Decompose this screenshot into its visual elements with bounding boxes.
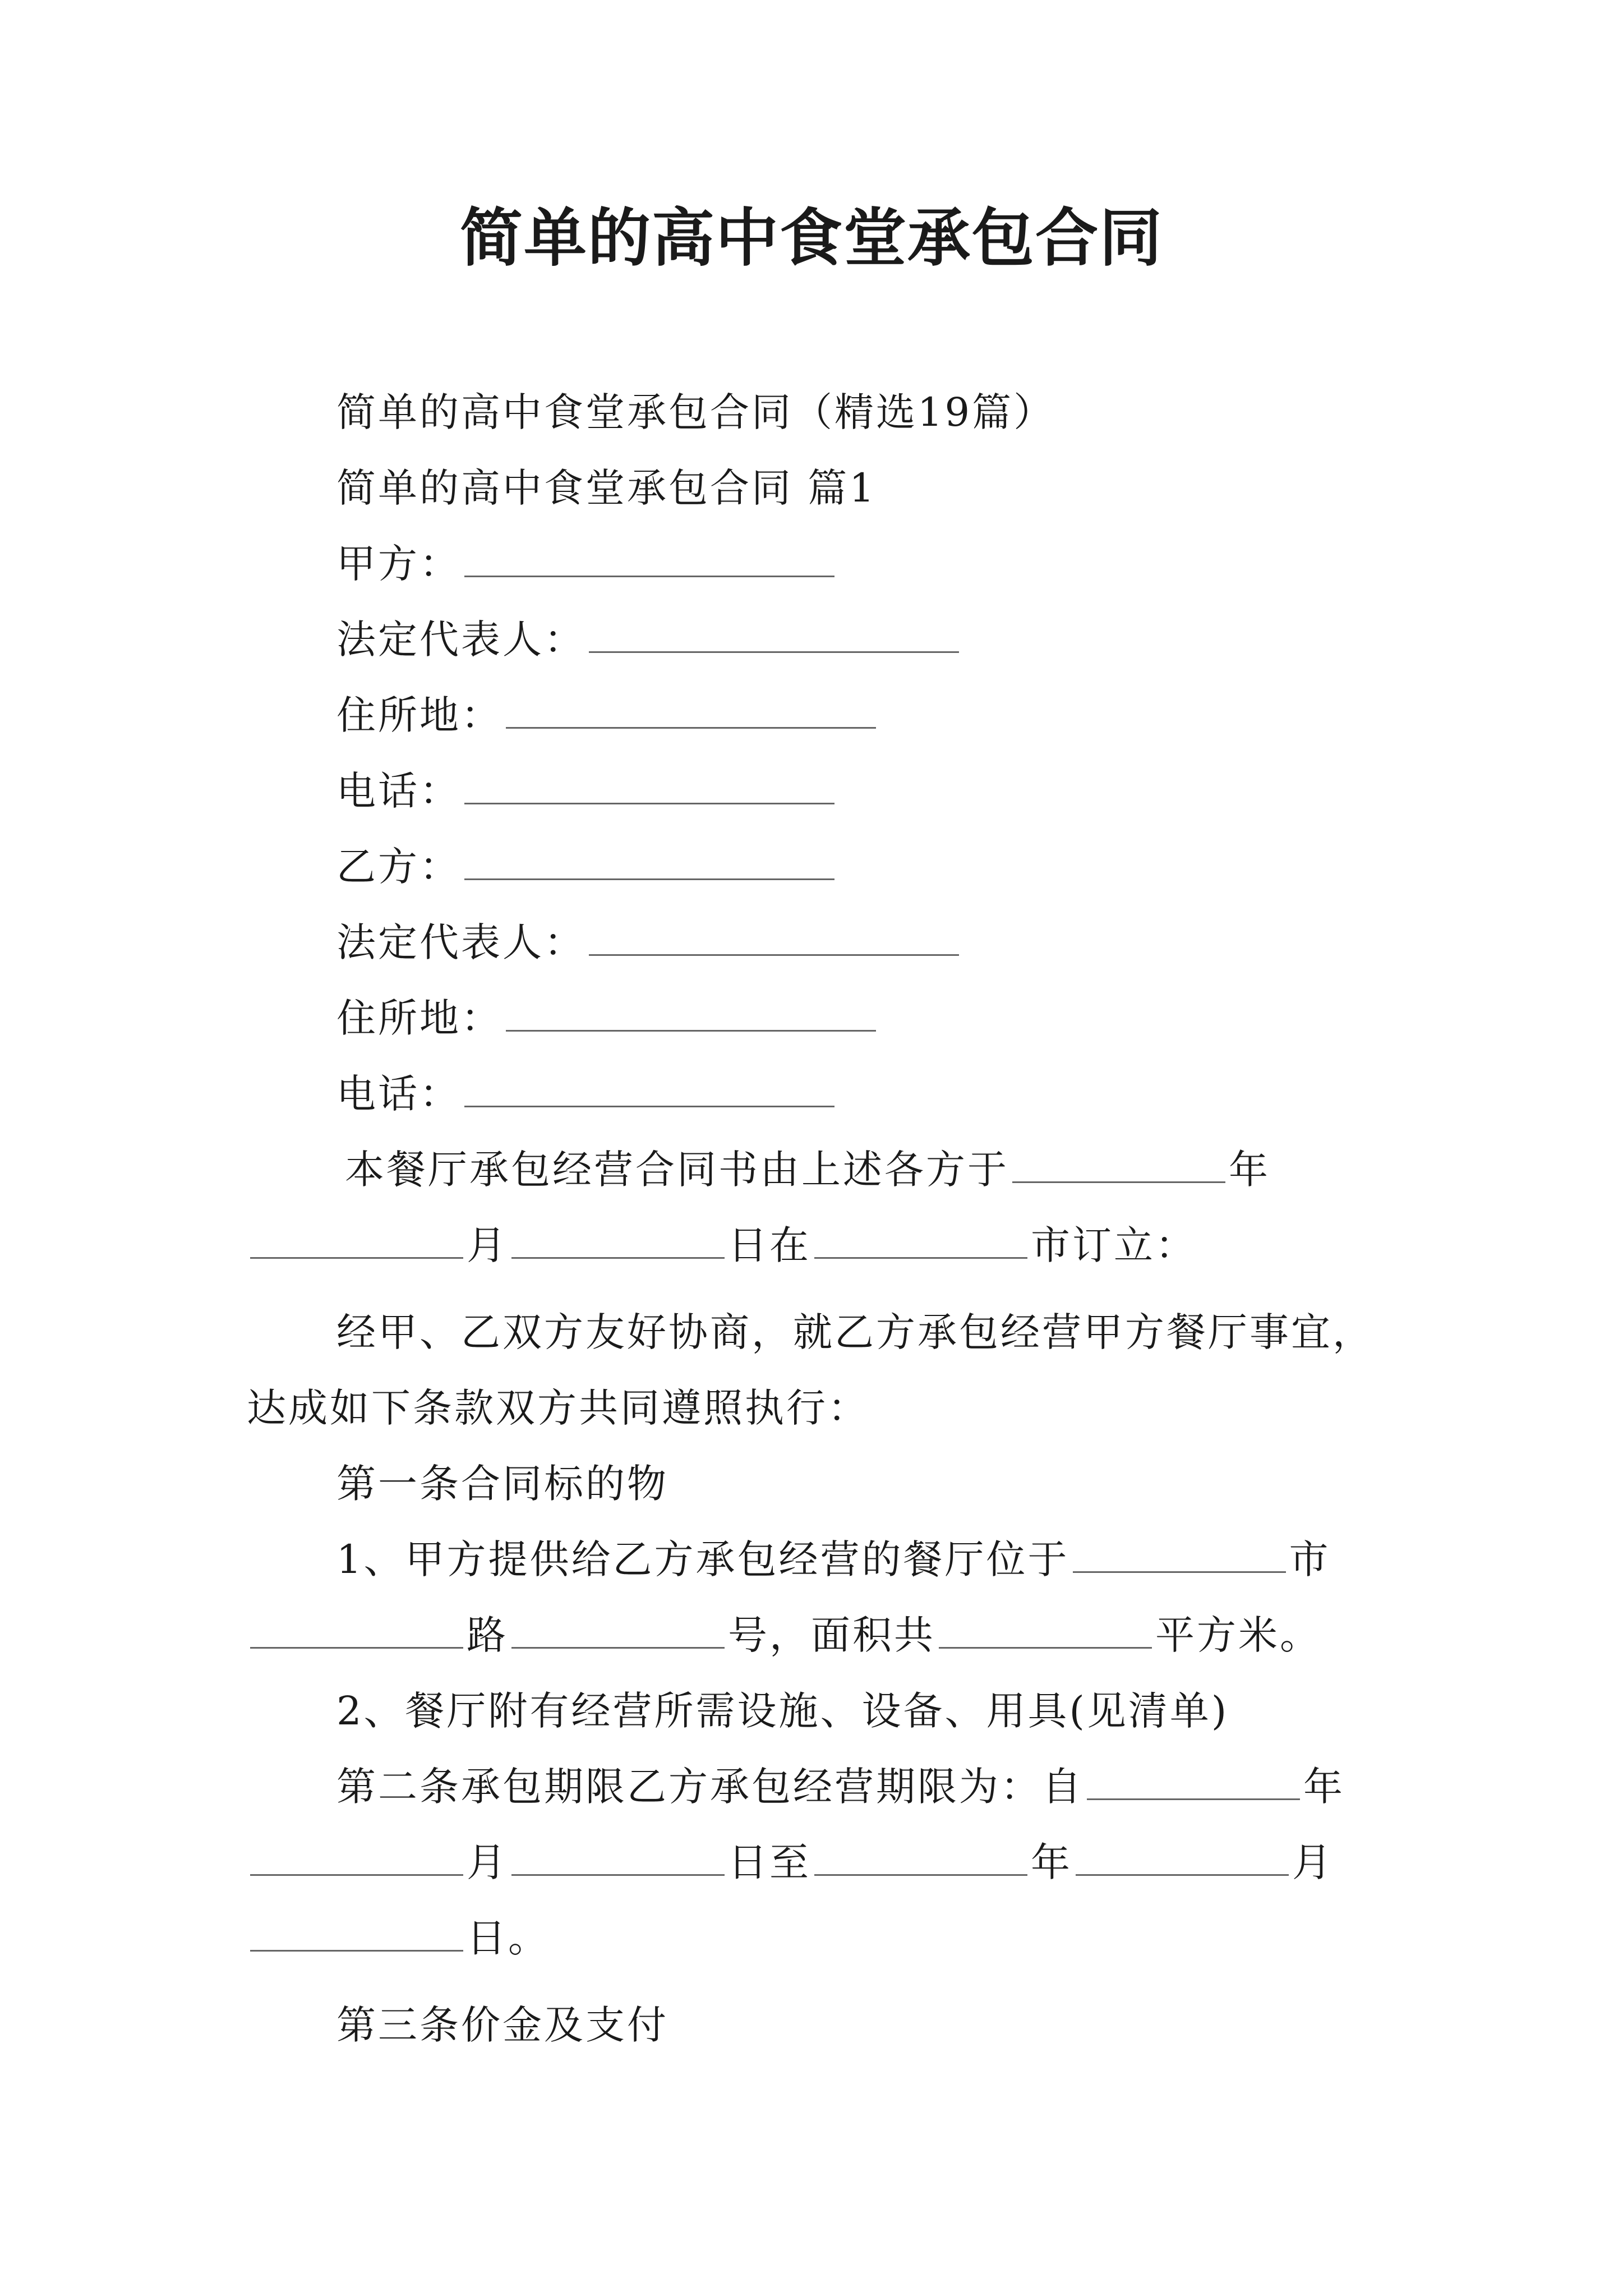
article2-line-3	[247, 1913, 550, 1963]
article1-heading: 第一条合同标的物	[336, 1461, 668, 1507]
article1-sqm-label: 平方米。	[1155, 1612, 1321, 1658]
party-b-row	[336, 841, 838, 892]
article1-item2: 2、餐厅附有经营所需设施、设备、用具(见清单)	[336, 1688, 1229, 1734]
party-b-address-blank	[506, 993, 876, 1032]
section-heading: 简单的高中食堂承包合同 篇1	[336, 465, 877, 511]
signing-month-blank	[511, 1220, 725, 1259]
article2-start-day-blank	[511, 1837, 725, 1876]
article2-month-label: 月	[467, 1839, 508, 1885]
article1-number-blank	[511, 1610, 725, 1649]
party-a-rep-label: 法定代表人：	[336, 616, 585, 662]
signing-line-1	[345, 1144, 1270, 1195]
party-a-rep-row	[336, 614, 962, 665]
preamble-line-1: 经甲、乙双方友好协商，就乙方承包经营甲方餐厅事宜，	[336, 1309, 1374, 1355]
party-b-label: 乙方：	[336, 844, 461, 890]
article2-end-month-blank	[1076, 1837, 1289, 1876]
article2-line-2	[247, 1837, 1334, 1888]
party-b-address-row	[336, 993, 879, 1043]
preamble-line-2: 达成如下条款双方共同遵照执行：	[247, 1385, 869, 1431]
article1-area-label: 号，面积共	[728, 1612, 935, 1658]
article2-day-end-label: 日。	[467, 1915, 550, 1961]
party-a-label: 甲方：	[336, 541, 461, 587]
article2-year-label: 年	[1303, 1764, 1345, 1810]
article1-item1-line-1	[336, 1534, 1331, 1585]
subtitle: 简单的高中食堂承包合同（精选19篇）	[336, 389, 1055, 435]
signing-city-blank	[814, 1220, 1027, 1259]
party-a-phone-label: 电话：	[336, 768, 461, 814]
party-a-address-row	[336, 690, 879, 740]
article1-item1-line-2	[247, 1610, 1321, 1660]
party-a-phone-blank	[464, 766, 834, 804]
party-a-phone-row	[336, 766, 838, 816]
article2-start-month-blank	[250, 1837, 463, 1876]
article1-road-label: 路	[467, 1612, 508, 1658]
article2-end-day-blank	[250, 1913, 463, 1952]
party-a-row	[336, 539, 838, 589]
article1-city-label: 市	[1289, 1536, 1331, 1582]
party-a-rep-blank	[589, 614, 959, 653]
article1-area-blank	[939, 1610, 1152, 1649]
party-b-address-label: 住所地：	[336, 995, 502, 1041]
party-a-address-label: 住所地：	[336, 692, 502, 738]
signing-year-blank	[1012, 1144, 1225, 1183]
party-b-blank	[464, 841, 834, 880]
article3-heading: 第三条价金及支付	[336, 2002, 668, 2048]
article2-year2-label: 年	[1031, 1839, 1072, 1885]
article2-month2-label: 月	[1292, 1839, 1334, 1885]
article2-start-year-blank	[1087, 1761, 1300, 1800]
party-b-rep-row	[336, 917, 962, 968]
signing-city-label: 市订立：	[1031, 1222, 1197, 1268]
party-b-phone-blank	[464, 1069, 834, 1107]
document-title: 简单的高中食堂承包合同	[460, 202, 1163, 275]
article2-end-year-blank	[814, 1837, 1027, 1876]
signing-day-label: 日在	[728, 1222, 811, 1268]
signing-month-label: 月	[467, 1222, 508, 1268]
signing-text: 本餐厅承包经营合同书由上述各方于	[345, 1147, 1009, 1193]
party-a-address-blank	[506, 690, 876, 729]
article2-line-1	[336, 1761, 1345, 1812]
article1-item1-text: 1、甲方提供给乙方承包经营的餐厅位于	[336, 1536, 1069, 1582]
signing-year-value-blank	[250, 1220, 463, 1259]
party-b-phone-row	[336, 1069, 838, 1119]
article2-day-to-label: 日至	[728, 1839, 811, 1885]
article2-text: 第二条承包期限乙方承包经营期限为：自	[336, 1764, 1083, 1810]
party-b-rep-label: 法定代表人：	[336, 919, 585, 965]
article1-city-blank	[1073, 1534, 1286, 1573]
party-b-phone-label: 电话：	[336, 1071, 461, 1117]
article1-road-blank	[250, 1610, 463, 1649]
signing-year-label: 年	[1229, 1147, 1270, 1193]
signing-line-2	[247, 1220, 1197, 1271]
party-b-rep-blank	[589, 917, 959, 956]
party-a-blank	[464, 539, 834, 577]
